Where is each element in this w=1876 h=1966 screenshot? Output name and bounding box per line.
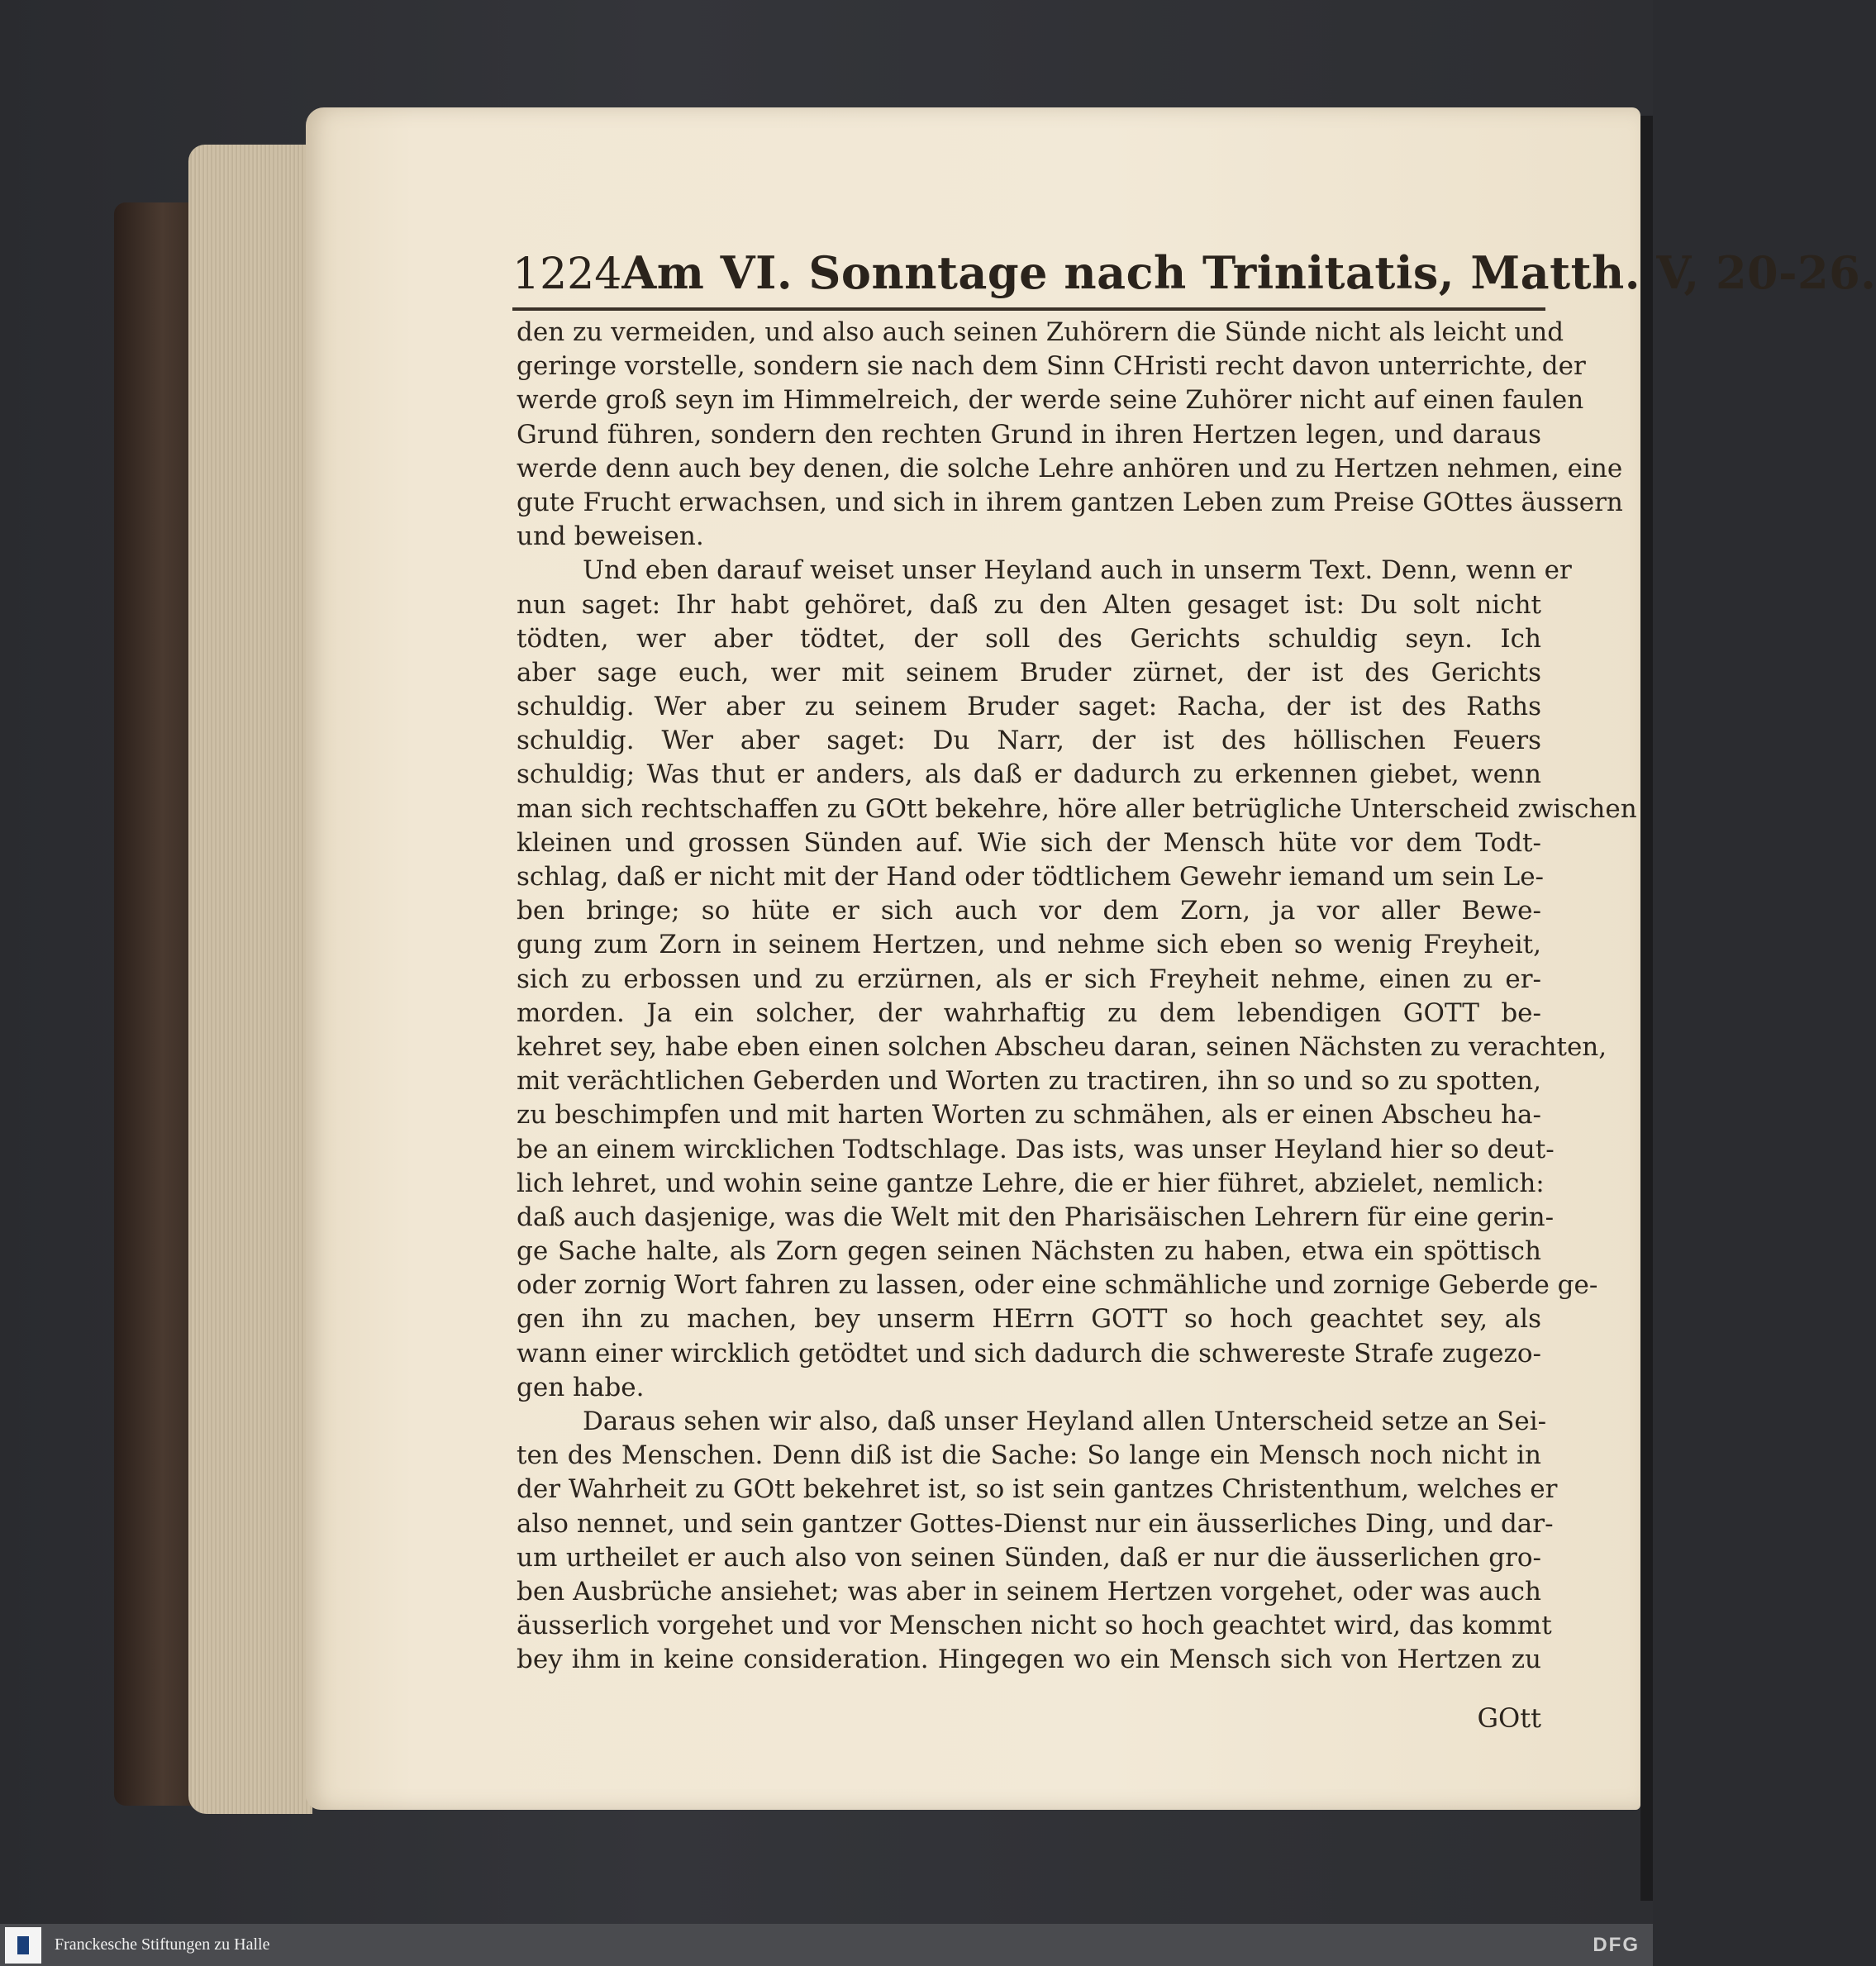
text-line: be an einem wircklichen Todtschlage. Das ists, was unser Heyland hier so deut- (517, 1134, 1555, 1164)
text-line: also nennet, und sein gantzer Gottes-Dienst nur ein äusserliches Ding, und dar- (517, 1508, 1554, 1539)
text-line: morden. Ja ein solcher, der wahrhaftig zu dem lebendigen GOTT be- (517, 997, 1541, 1028)
text-line: zu beschimpfen und mit harten Worten zu schmähen, als er einen Abscheu ha- (517, 1100, 1541, 1131)
text-line: aber sage euch, wer mit seinem Bruder zürnet, der ist des Gerichts (517, 657, 1541, 688)
text-line: geringe vorstelle, sondern sie nach dem Sinn CHristi recht davon unterrichte, der (517, 351, 1586, 382)
text-line: wann einer wircklich getödtet und sich dadurch die schwereste Strafe zugezo- (517, 1338, 1541, 1369)
text-line: bey ihm in keine consideration. Hingegen wo ein Mensch sich von Hertzen zu (517, 1645, 1541, 1675)
text-line: der Wahrheit zu GOtt bekehret ist, so ist sein gantzes Christenthum, welches er (517, 1474, 1558, 1505)
text-line: daß auch dasjenige, was die Welt mit den Pharisäischen Lehrern für eine gerin- (517, 1202, 1555, 1232)
text-line: kehret sey, habe eben einen solchen Abscheu daran, seinen Nächsten zu verachten, (517, 1031, 1607, 1062)
running-head (512, 246, 1876, 312)
text-line: nun saget: Ihr habt gehöret, daß zu den Alten gesaget ist: Du solt nicht (517, 589, 1541, 620)
catchword: GOtt (1477, 1702, 1541, 1734)
text-line: lich lehret, und wohin seine gantze Lehre, die er hier führet, abzielet, nemlich: (517, 1168, 1545, 1198)
text-line: ben bringe; so hüte er sich auch vor dem Zorn, ja vor aller Bewe- (517, 896, 1541, 926)
text-line: Daraus sehen wir also, daß unser Heyland allen Unterscheid setze an Sei- (583, 1407, 1547, 1436)
header-rule (512, 307, 1545, 311)
text-line: gen ihn zu machen, bey unserm HErrn GOTT so hoch geachtet sey, als (517, 1304, 1541, 1335)
institution-logo-icon (17, 1936, 29, 1954)
text-line: schuldig; Was thut er anders, als daß er dadurch zu erkennen giebet, wenn (517, 759, 1541, 790)
text-line: werde denn auch bey denen, die solche Lehre anhören und zu Hertzen nehmen, eine (517, 453, 1623, 483)
text-line: kleinen und grossen Sünden auf. Wie sich der Mensch hüte vor dem Todt- (517, 827, 1541, 858)
text-line: den zu vermeiden, und also auch seinen Zuhörern die Sünde nicht als leicht und (517, 317, 1564, 347)
institution-name[interactable]: Franckesche Stiftungen zu Halle (55, 1935, 270, 1954)
text-line: ge Sache halte, als Zorn gegen seinen Nächsten zu haben, etwa ein spöttisch (517, 1236, 1541, 1267)
text-line: ten des Menschen. Denn diß ist die Sache: So lange ein Mensch noch nicht in (517, 1440, 1541, 1471)
text-line: werde groß seyn im Himmelreich, der werde seine Zuhörer nicht auf einen faulen (517, 385, 1584, 416)
text-line: Und eben darauf weiset unser Heyland auch in unserm Text. Denn, wenn er (583, 555, 1572, 586)
institution-logo[interactable] (5, 1927, 41, 1964)
text-line: ben Ausbrüche ansiehet; was aber in seinem Hertzen vorgehet, oder was auch (517, 1576, 1541, 1607)
text-line: schlag, daß er nicht mit der Hand oder tödtlichem Gewehr iemand um sein Le- (517, 862, 1545, 892)
text-line: oder zornig Wort fahren zu lassen, oder eine schmähliche und zornige Geberde ge- (517, 1270, 1598, 1301)
page-edges (188, 145, 312, 1814)
text-line: äusserlich vorgehet und vor Menschen nicht so hoch geachtet wird, das kommt (517, 1611, 1552, 1641)
text-line: sich zu erbossen und zu erzürnen, als er sich Freyheit nehme, einen zu er- (517, 964, 1541, 994)
text-line: schuldig. Wer aber zu seinem Bruder saget: Racha, der ist des Raths (517, 692, 1541, 722)
text-line: schuldig. Wer aber saget: Du Narr, der ist des höllischen Feuers (517, 726, 1541, 756)
text-line: tödten, wer aber tödtet, der soll des Gerichts schuldig seyn. Ich (517, 623, 1541, 654)
text-line: gute Frucht erwachsen, und sich in ihrem gantzen Leben zum Preise GOttes äussern (517, 487, 1623, 517)
body-text (517, 316, 1637, 1678)
text-line: Grund führen, sondern den rechten Grund in ihren Hertzen legen, und daraus (517, 419, 1541, 450)
page-title: Am VI. Sonntage nach Trinitatis, Matth. V, 20-26. (621, 246, 1876, 299)
dfg-logo[interactable]: DFG (1593, 1933, 1640, 1956)
footer-bar (0, 1924, 1653, 1966)
page-number: 1224 (512, 250, 622, 299)
text-line: mit verächtlichen Geberden und Worten zu tractiren, ihn so und so zu spotten, (517, 1066, 1541, 1097)
text-line: und beweisen. (517, 521, 704, 552)
right-page-shadow (1640, 116, 1653, 1901)
text-line: gen habe. (517, 1372, 645, 1402)
text-line: gung zum Zorn in seinem Hertzen, und nehme sich eben so wenig Freyheit, (517, 930, 1541, 960)
text-line: um urtheilet er auch also von seinen Sünden, daß er nur die äusserlichen gro- (517, 1542, 1541, 1573)
text-line: man sich rechtschaffen zu GOtt bekehre, höre aller betrügliche Unterscheid zwischen (517, 793, 1637, 824)
